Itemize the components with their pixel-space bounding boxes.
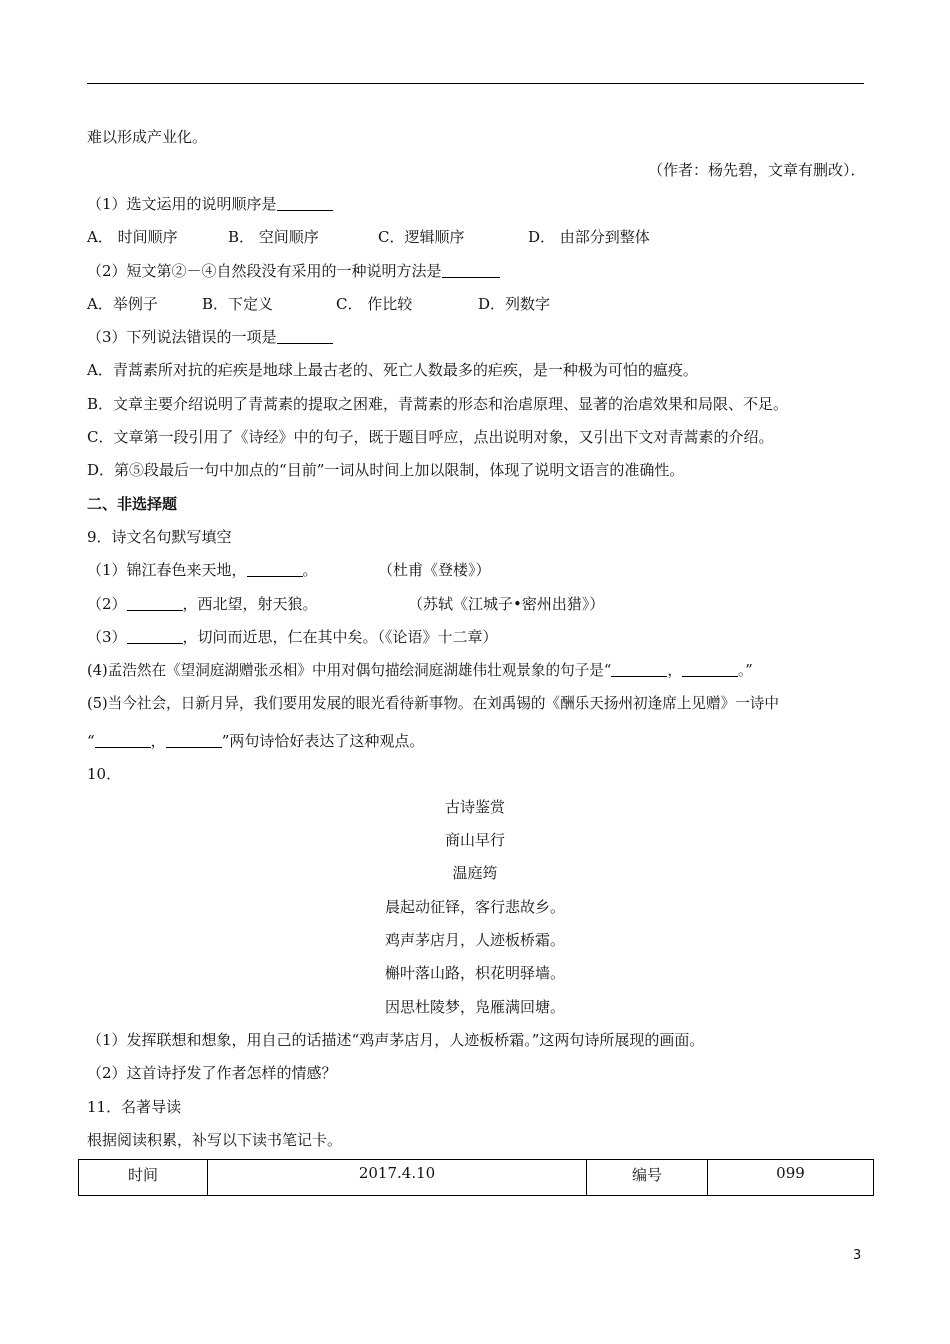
question-9-5-cont bbox=[87, 731, 424, 751]
section-heading: 二、非选择题 bbox=[87, 495, 178, 513]
option-d: D．第⑤段最后一句中加点的“目前”一词从时间上加以限制，体现了说明文语言的准确性。 bbox=[87, 461, 685, 479]
option-b: B．下定义 bbox=[202, 295, 274, 313]
question-text: “ bbox=[87, 732, 95, 750]
question-10-1: （1）发挥联想和想象，用自己的话描述“鸡声茅店月，人迹板桥霜。”这两句诗所展现的画面。 bbox=[87, 1031, 705, 1049]
question-text: (4)孟浩然在《望洞庭湖赠张丞相》中用对偶句描绘洞庭湖雄伟壮观景象的句子是“ bbox=[87, 662, 612, 679]
question-1-text: （1）选文运用的说明顺序是 bbox=[87, 195, 277, 213]
question-9-4 bbox=[87, 661, 753, 681]
option-b: B．文章主要介绍说明了青蒿素的提取之困难，青蒿素的形态和治虐原理、显著的治虐效果和局限、不足。 bbox=[87, 395, 789, 413]
source-citation: （苏轼《江城子•密州出猎》） bbox=[408, 595, 605, 613]
answer-blank[interactable] bbox=[166, 733, 222, 748]
poem-author: 温庭筠 bbox=[452, 864, 498, 882]
poem-title: 商山早行 bbox=[444, 831, 505, 849]
answer-blank[interactable] bbox=[277, 329, 333, 344]
answer-blank[interactable] bbox=[442, 263, 500, 278]
question-text: （3） bbox=[87, 628, 127, 646]
option-b: B． 空间顺序 bbox=[228, 228, 319, 246]
number-label-cell: 编号 bbox=[587, 1160, 708, 1196]
question-2-text: （2）短文第②－④自然段没有采用的一种说明方法是 bbox=[87, 262, 442, 280]
question-9-1 bbox=[87, 560, 318, 580]
question-11-intro: 根据阅读积累，补写以下读书笔记卡。 bbox=[87, 1131, 343, 1149]
option-a: A．青蒿素所对抗的疟疾是地球上最古老的、死亡人数最多的疟疾，是一种极为可怕的瘟疫。 bbox=[87, 361, 698, 379]
question-text: ，西北望，射天狼。 bbox=[182, 595, 318, 613]
table-row bbox=[79, 1160, 874, 1196]
source-citation: （杜甫《登楼》） bbox=[378, 561, 491, 579]
answer-blank[interactable] bbox=[611, 662, 667, 677]
question-9-2 bbox=[87, 594, 318, 614]
question-2 bbox=[87, 261, 500, 281]
poem-line: 槲叶落山路，枳花明驿墙。 bbox=[384, 964, 565, 982]
question-text: （2） bbox=[87, 595, 127, 613]
number-value-cell: 099 bbox=[708, 1160, 874, 1196]
question-1 bbox=[87, 194, 333, 214]
question-text: 。” bbox=[737, 662, 753, 679]
answer-blank[interactable] bbox=[277, 196, 333, 211]
option-d: D． 由部分到整体 bbox=[528, 228, 650, 246]
question-9-title: 9．诗文名句默写填空 bbox=[87, 528, 232, 546]
poem-line: 鸡声茅店月，人迹板桥霜。 bbox=[384, 931, 565, 949]
header-rule bbox=[87, 83, 864, 84]
answer-blank[interactable] bbox=[247, 562, 303, 577]
option-a: A．举例子 bbox=[87, 295, 158, 313]
option-a: A． 时间顺序 bbox=[87, 228, 178, 246]
question-3-text: （3）下列说法错误的一项是 bbox=[87, 328, 277, 346]
option-c: C． 作比较 bbox=[336, 295, 413, 313]
question-9-5: (5)当今社会，日新月异，我们要用发展的眼光看待新事物。在刘禹锡的《酬乐天扬州初逢席上见赠》一诗中 bbox=[87, 695, 779, 712]
question-3 bbox=[87, 327, 333, 347]
question-9-3 bbox=[87, 627, 498, 647]
answer-blank[interactable] bbox=[682, 662, 738, 677]
question-11-title: 11．名著导读 bbox=[87, 1098, 182, 1116]
time-value-cell: 2017.4.10 bbox=[208, 1160, 587, 1196]
poem-heading: 古诗鉴赏 bbox=[444, 798, 505, 816]
option-c: C．文章第一段引用了《诗经》中的句子，既于题目呼应，点出说明对象，又引出下文对青蒿素的介绍。 bbox=[87, 428, 774, 446]
question-10-title: 10． bbox=[87, 765, 122, 783]
option-c: C．逻辑顺序 bbox=[378, 228, 465, 246]
poem-line: 晨起动征铎，客行悲故乡。 bbox=[384, 898, 565, 916]
question-text: ， bbox=[667, 662, 682, 679]
question-text: （1）锦江春色来天地， bbox=[87, 561, 247, 579]
question-text: ， bbox=[150, 732, 166, 750]
answer-blank[interactable] bbox=[95, 733, 151, 748]
poem-line: 因思杜陵梦，凫雁满回塘。 bbox=[384, 998, 565, 1016]
question-10-2: （2）这首诗抒发了作者怎样的情感？ bbox=[87, 1064, 337, 1082]
question-text: ”两句诗恰好表达了这种观点。 bbox=[221, 732, 425, 750]
answer-blank[interactable] bbox=[127, 596, 183, 611]
option-d: D．列数字 bbox=[478, 295, 551, 313]
question-text: ，切问而近思，仁在其中矣。（《论语》十二章） bbox=[182, 628, 498, 646]
answer-blank[interactable] bbox=[127, 629, 183, 644]
author-note: （作者：杨先碧，文章有删改）． bbox=[648, 161, 866, 179]
page-number: 3 bbox=[853, 1248, 862, 1263]
time-label-cell: 时间 bbox=[79, 1160, 208, 1196]
continuation-text: 难以形成产业化。 bbox=[87, 128, 208, 146]
reading-note-card bbox=[78, 1159, 874, 1196]
question-text: 。 bbox=[302, 561, 318, 579]
